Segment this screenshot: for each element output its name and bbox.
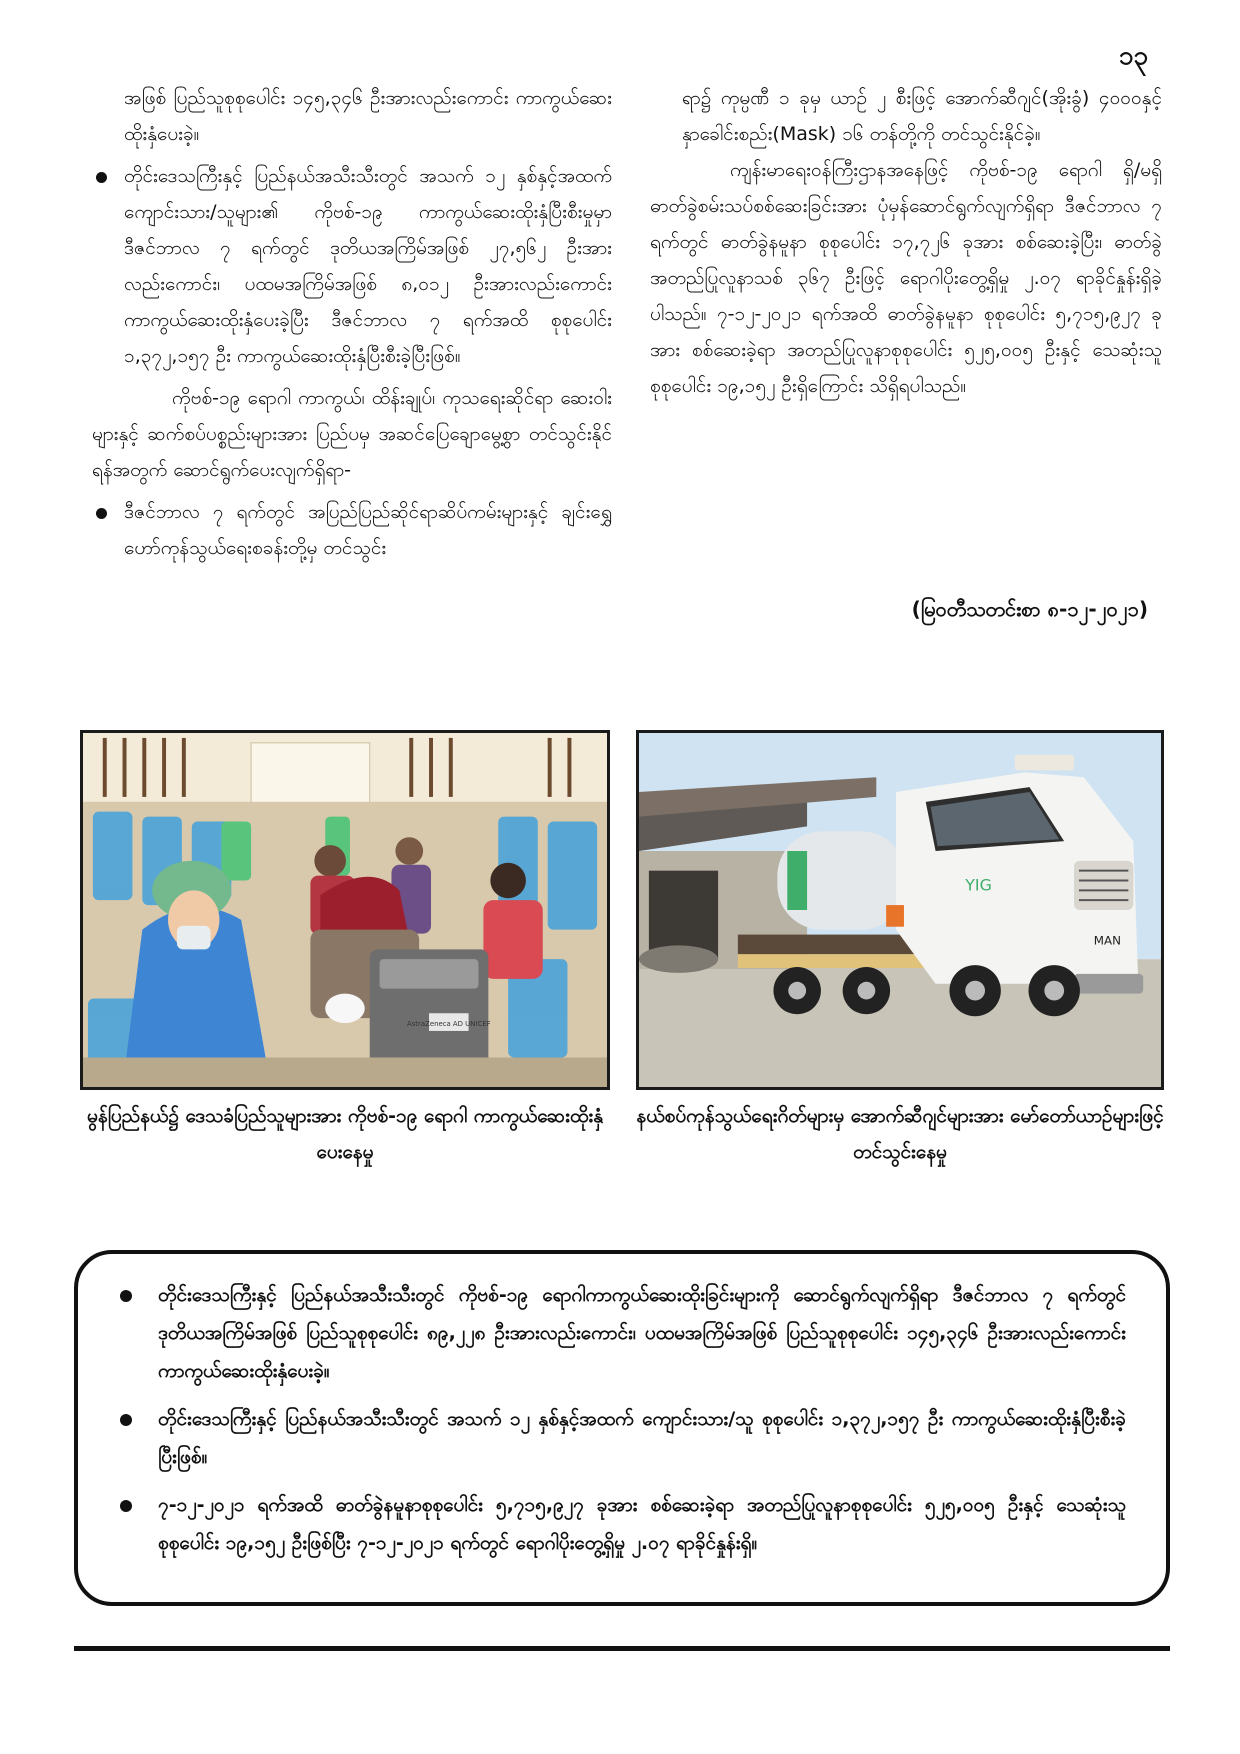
left-bullet-item: တိုင်းဒေသကြီးနှင့် ပြည်နယ်အသီးသီးတွင် အသက် ၁၂ နှစ်နှင့်အထက် ကျောင်းသား/သူများ၏ ကိုဗစ်-၁၉ ကာကွယ်ဆေးထိုးနှံပြီးစီးမှုမှာ ဒီဇင်ဘာလ ၇ ရက်တွင် ဒုတိယအကြိမ်အဖြစ် ၂၇,၅၆၂ ဦးအားလည်းကောင်း၊ ပထမအကြိမ်အဖြစ် ၈,၀၁၂ ဦးအားလည်းကောင်း ကာကွယ်ဆေးထိုးနှံပေးခဲ့ပြီး ဒီဇင်ဘာလ ၇ ရက်အထိ စုစုပေါင်း ၁,၃၇၂,၁၅၇ ဦး ကာကွယ်ဆေးထိုးနှံပြီးစီးခဲ့ပြီးဖြစ်။ bbox=[92, 158, 612, 374]
left-bullet-item: ဒီဇင်ဘာလ ၇ ရက်တွင် အပြည်ပြည်ဆိုင်ရာဆိပ်ကမ်းများနှင့် ချင်းရွှေဟော်ကုန်သွယ်ရေးစခန်းတို့မှ တင်သွင်း bbox=[92, 494, 612, 566]
left-continued-paragraph: အဖြစ် ပြည်သူစုစုပေါင်း ၁၄၅,၃၄၆ ဦးအားလည်းကောင်း ကာကွယ်ဆေးထိုးနှံပေးခဲ့။ bbox=[124, 87, 612, 145]
bottom-rule bbox=[74, 1646, 1170, 1651]
summary-item: တိုင်းဒေသကြီးနှင့် ပြည်နယ်အသီးသီးတွင် ကိုဗစ်-၁၉ ရောဂါကာကွယ်ဆေးထိုးခြင်းများကို ဆောင်ရွက်လျက်ရှိရာ ဒီဇင်ဘာလ ၇ ရက်တွင် ဒုတိယအကြိမ်အဖြစ် ပြည်သူစုစုပေါင်း ၈၉,၂၂၈ ဦးအားလည်းကောင်း၊ ပထမအကြိမ်အဖြစ် ပြည်သူစုစုပေါင်း ၁၄၅,၃၄၆ ဦးအားလည်းကောင်း ကာကွယ်ဆေးထိုးနှံပေးခဲ့။ bbox=[108, 1276, 1126, 1390]
summary-item: ၇-၁၂-၂၀၂၁ ရက်အထိ ဓာတ်ခွဲနမူနာစုစုပေါင်း ၅,၇၁၅,၉၂၇ ခုအား စစ်ဆေးခဲ့ရာ အတည်ပြုလူနာစုစုပေါင်း ၅၂၅,၀၀၅ ဦးနှင့် သေဆုံးသူစုစုပေါင်း ၁၉,၁၅၂ ဦးဖြစ်ပြီး ၇-၁၂-၂၀၂၁ ရက်တွင် ရောဂါပိုးတွေ့ရှိမှု ၂.၀၇ ရာခိုင်နှုန်းရှိ။ bbox=[108, 1486, 1126, 1562]
right-paragraph: ကျန်းမာရေးဝန်ကြီးဌာနအနေဖြင့် ကိုဗစ်-၁၉ ရောဂါ ရှိ/မရှိ ဓာတ်ခွဲစမ်းသပ်စစ်ဆေးခြင်းအား ပုံမှန်ဆောင်ရွက်လျက်ရှိရာ ဒီဇင်ဘာလ ၇ ရက်တွင် ဓာတ်ခွဲနမူနာ စုစုပေါင်း ၁၇,၇၂၆ ခုအား စစ်ဆေးခဲ့ပြီး၊ ဓာတ်ခွဲအတည်ပြုလူနာသစ် ၃၆၇ ဦးဖြင့် ရောဂါပိုးတွေ့ရှိမှု ၂.၀၇ ရာခိုင်နှုန်းရှိခဲ့ပါသည်။ ၇-၁၂-၂၀၂၁ ရက်အထိ ဓာတ်ခွဲနမူနာ စုစုပေါင်း ၅,၇၁၅,၉၂၇ ခုအား စစ်ဆေးခဲ့ရာ အတည်ပြုလူနာစုစုပေါင်း ၅၂၅,၀၀၅ ဦးနှင့် သေဆုံးသူစုစုပေါင်း ၁၉,၁၅၂ ဦးရှိကြောင်း သိရှိရပါသည်။ bbox=[650, 159, 1162, 397]
summary-item: တိုင်းဒေသကြီးနှင့် ပြည်နယ်အသီးသီးတွင် အသက် ၁၂ နှစ်နှင့်အထက် ကျောင်းသား/သူ စုစုပေါင်း ၁,၃၇၂,၁၅၇ ဦး ကာကွယ်ဆေးထိုးနှံပြီးစီးခဲ့ပြီးဖြစ်။ bbox=[108, 1400, 1126, 1476]
left-paragraph: ကိုဗစ်-၁၉ ရောဂါ ကာကွယ်၊ ထိန်းချုပ်၊ ကုသရေးဆိုင်ရာ ဆေးဝါးများနှင့် ဆက်စပ်ပစ္စည်းများအား ပြည်ပမှ အဆင်ပြေချောမွေ့စွာ တင်သွင်းနိုင်ရန်အတွက် ဆောင်ရွက်ပေးလျက်ရှိရာ- bbox=[92, 387, 612, 481]
oxygen-truck-photo bbox=[636, 730, 1164, 1090]
right-text-column bbox=[650, 80, 1162, 404]
truck-logo: YIG bbox=[965, 875, 992, 895]
left-photo-caption: မွန်ပြည်နယ်၌ ဒေသခံပြည်သူများအား ကိုဗစ်-၁၉ ရောဂါ ကာကွယ်ဆေးထိုးနှံပေးနေမှု bbox=[86, 1105, 604, 1163]
truck-brand: MAN bbox=[1093, 933, 1122, 948]
source-citation: (မြဝတီသတင်းစာ ၈-၁၂-၂၀၂၁) bbox=[911, 597, 1148, 621]
oxygen-truck-illustration bbox=[639, 733, 1161, 1087]
left-text-column bbox=[92, 80, 612, 572]
vaccination-scene-illustration bbox=[83, 733, 607, 1087]
left-bullet-list-1 bbox=[92, 158, 612, 374]
summary-list bbox=[108, 1276, 1126, 1562]
left-bullet-list-2 bbox=[92, 494, 612, 566]
right-photo-caption: နယ်စပ်ကုန်သွယ်ရေးဂိတ်များမှ အောက်ဆီဂျင်များအား မော်တော်ယာဉ်များဖြင့် တင်သွင်းနေမှု bbox=[636, 1105, 1164, 1163]
vaccination-photo bbox=[80, 730, 610, 1090]
right-continued-paragraph: ရာ၌ ကုမ္ပဏီ ၁ ခုမှ ယာဉ် ၂ စီးဖြင့် အောက်ဆီဂျင်(အိုးခွံ) ၄၀၀၀နှင့် နှာခေါင်းစည်း(Mask) ၁၆ တန်တို့ကို တင်သွင်းနိုင်ခဲ့။ bbox=[682, 87, 1162, 145]
summary-box bbox=[74, 1250, 1170, 1606]
cooler-label: AstraZeneca AD UNICEF bbox=[406, 1020, 491, 1029]
page-number: ၁၃ bbox=[1118, 41, 1148, 71]
